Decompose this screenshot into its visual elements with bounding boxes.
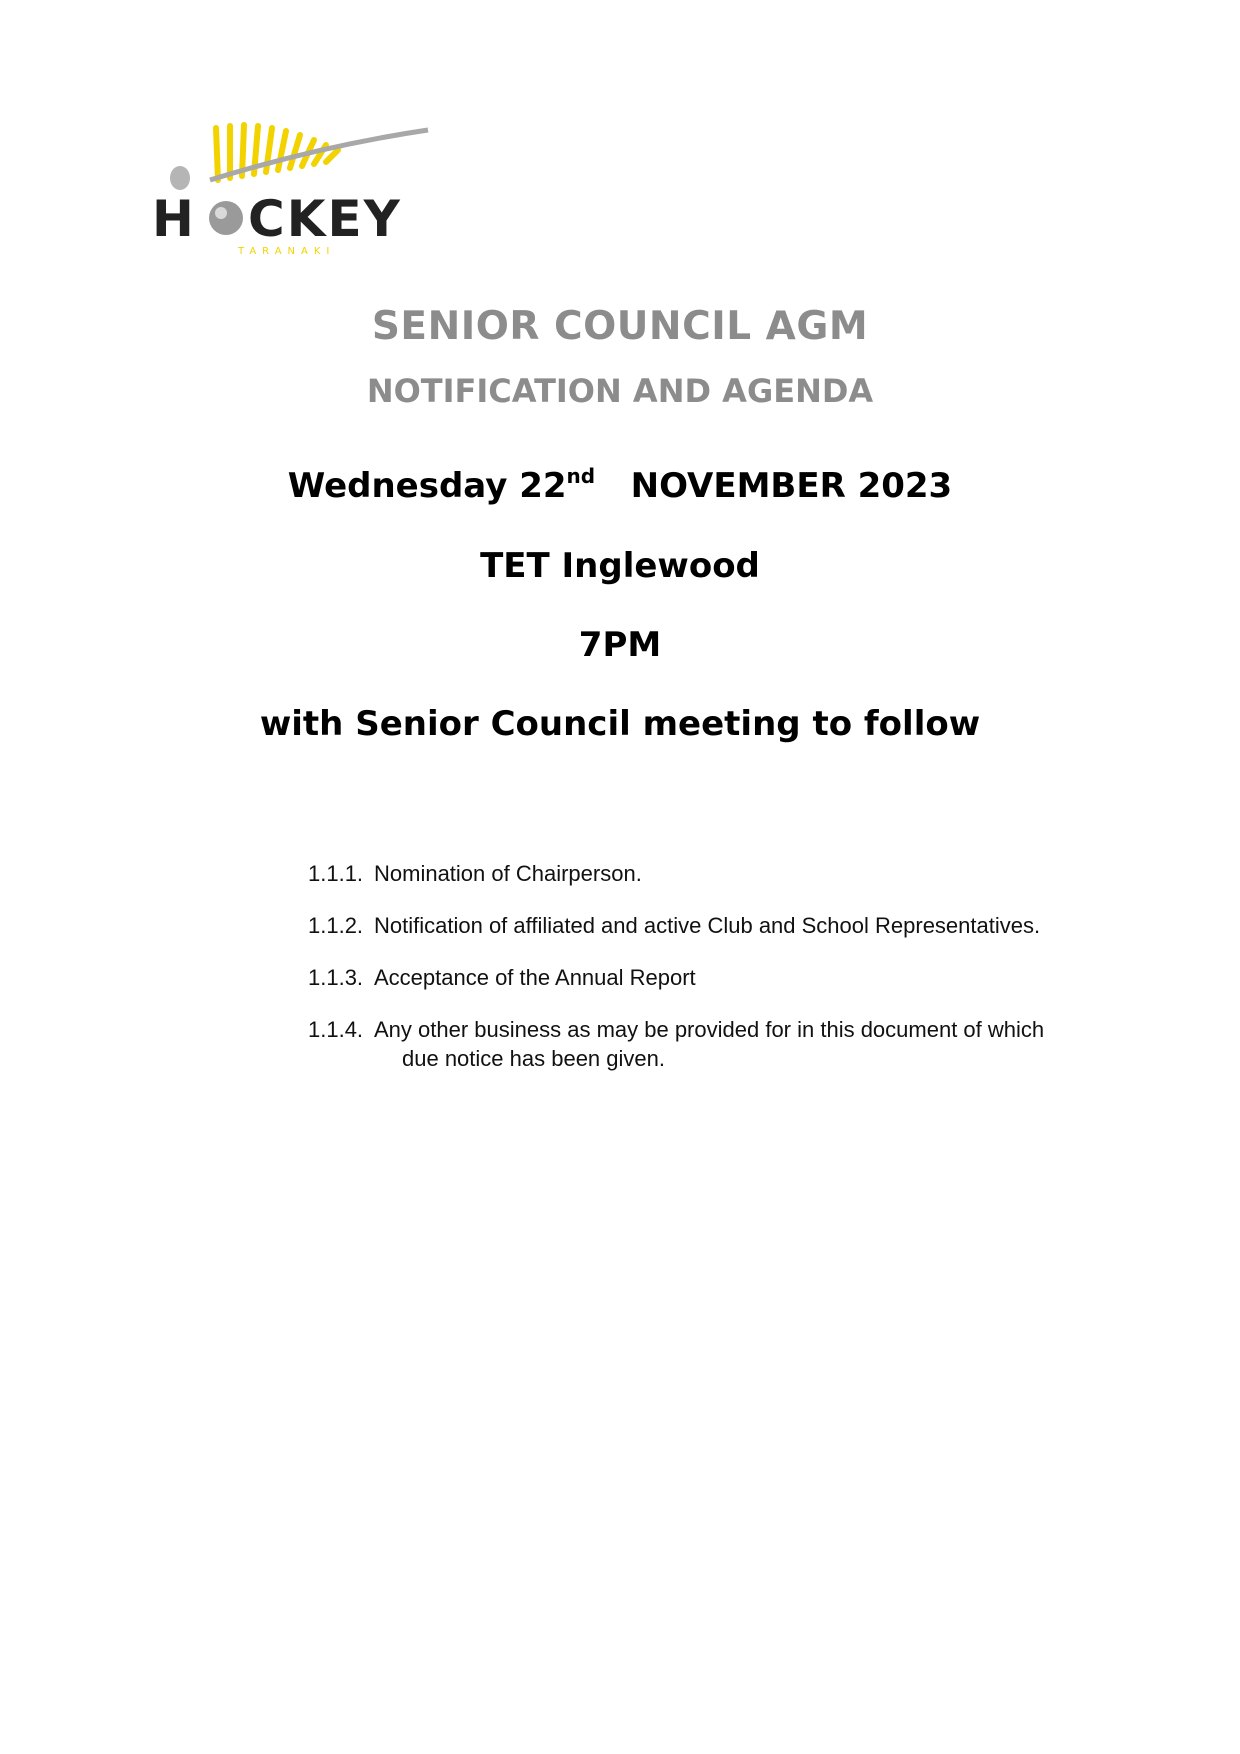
agenda-item-text: Acceptance of the Annual Report (374, 965, 696, 990)
svg-text:CKEY: CKEY (248, 190, 402, 248)
meeting-follow-note: with Senior Council meeting to follow (259, 704, 981, 744)
agenda-item (308, 859, 1138, 888)
agenda-item-text: Notification of affiliated and active Club and School Representatives. (374, 913, 1041, 938)
agenda-item-text: Any other business as may be provided for in this document of which (374, 1017, 1045, 1042)
agenda-item (308, 911, 1138, 940)
agenda-item-continuation: due notice has been given. (402, 1046, 665, 1071)
agenda-item-number: 1.1.3. (308, 965, 364, 990)
ball-icon (209, 201, 243, 235)
page-title: SENIOR COUNCIL AGM (371, 304, 869, 349)
page-subtitle: NOTIFICATION AND AGENDA (366, 372, 874, 410)
meeting-venue: TET Inglewood (480, 546, 760, 586)
agenda-item-text-block (374, 1015, 1138, 1073)
agenda-item-number: 1.1.2. (308, 913, 364, 938)
agenda-item-text: Nomination of Chairperson. (374, 861, 642, 886)
logo-subtext: TARANAKI (238, 246, 336, 257)
meeting-date: Wednesday 22nd NOVEMBER 2023 (287, 464, 953, 506)
agenda-list (308, 859, 1138, 1096)
agenda-item-number: 1.1.4. (308, 1017, 364, 1042)
agenda-item-number: 1.1.1. (308, 861, 364, 886)
date-ordinal-suffix: nd (566, 464, 596, 488)
agenda-item (308, 1015, 1138, 1073)
agenda-item (308, 963, 1138, 992)
player-head (170, 166, 190, 190)
logo-wordmark: H (152, 190, 196, 248)
meeting-time: 7PM (578, 625, 662, 665)
hockey-taranaki-logo (150, 118, 460, 258)
